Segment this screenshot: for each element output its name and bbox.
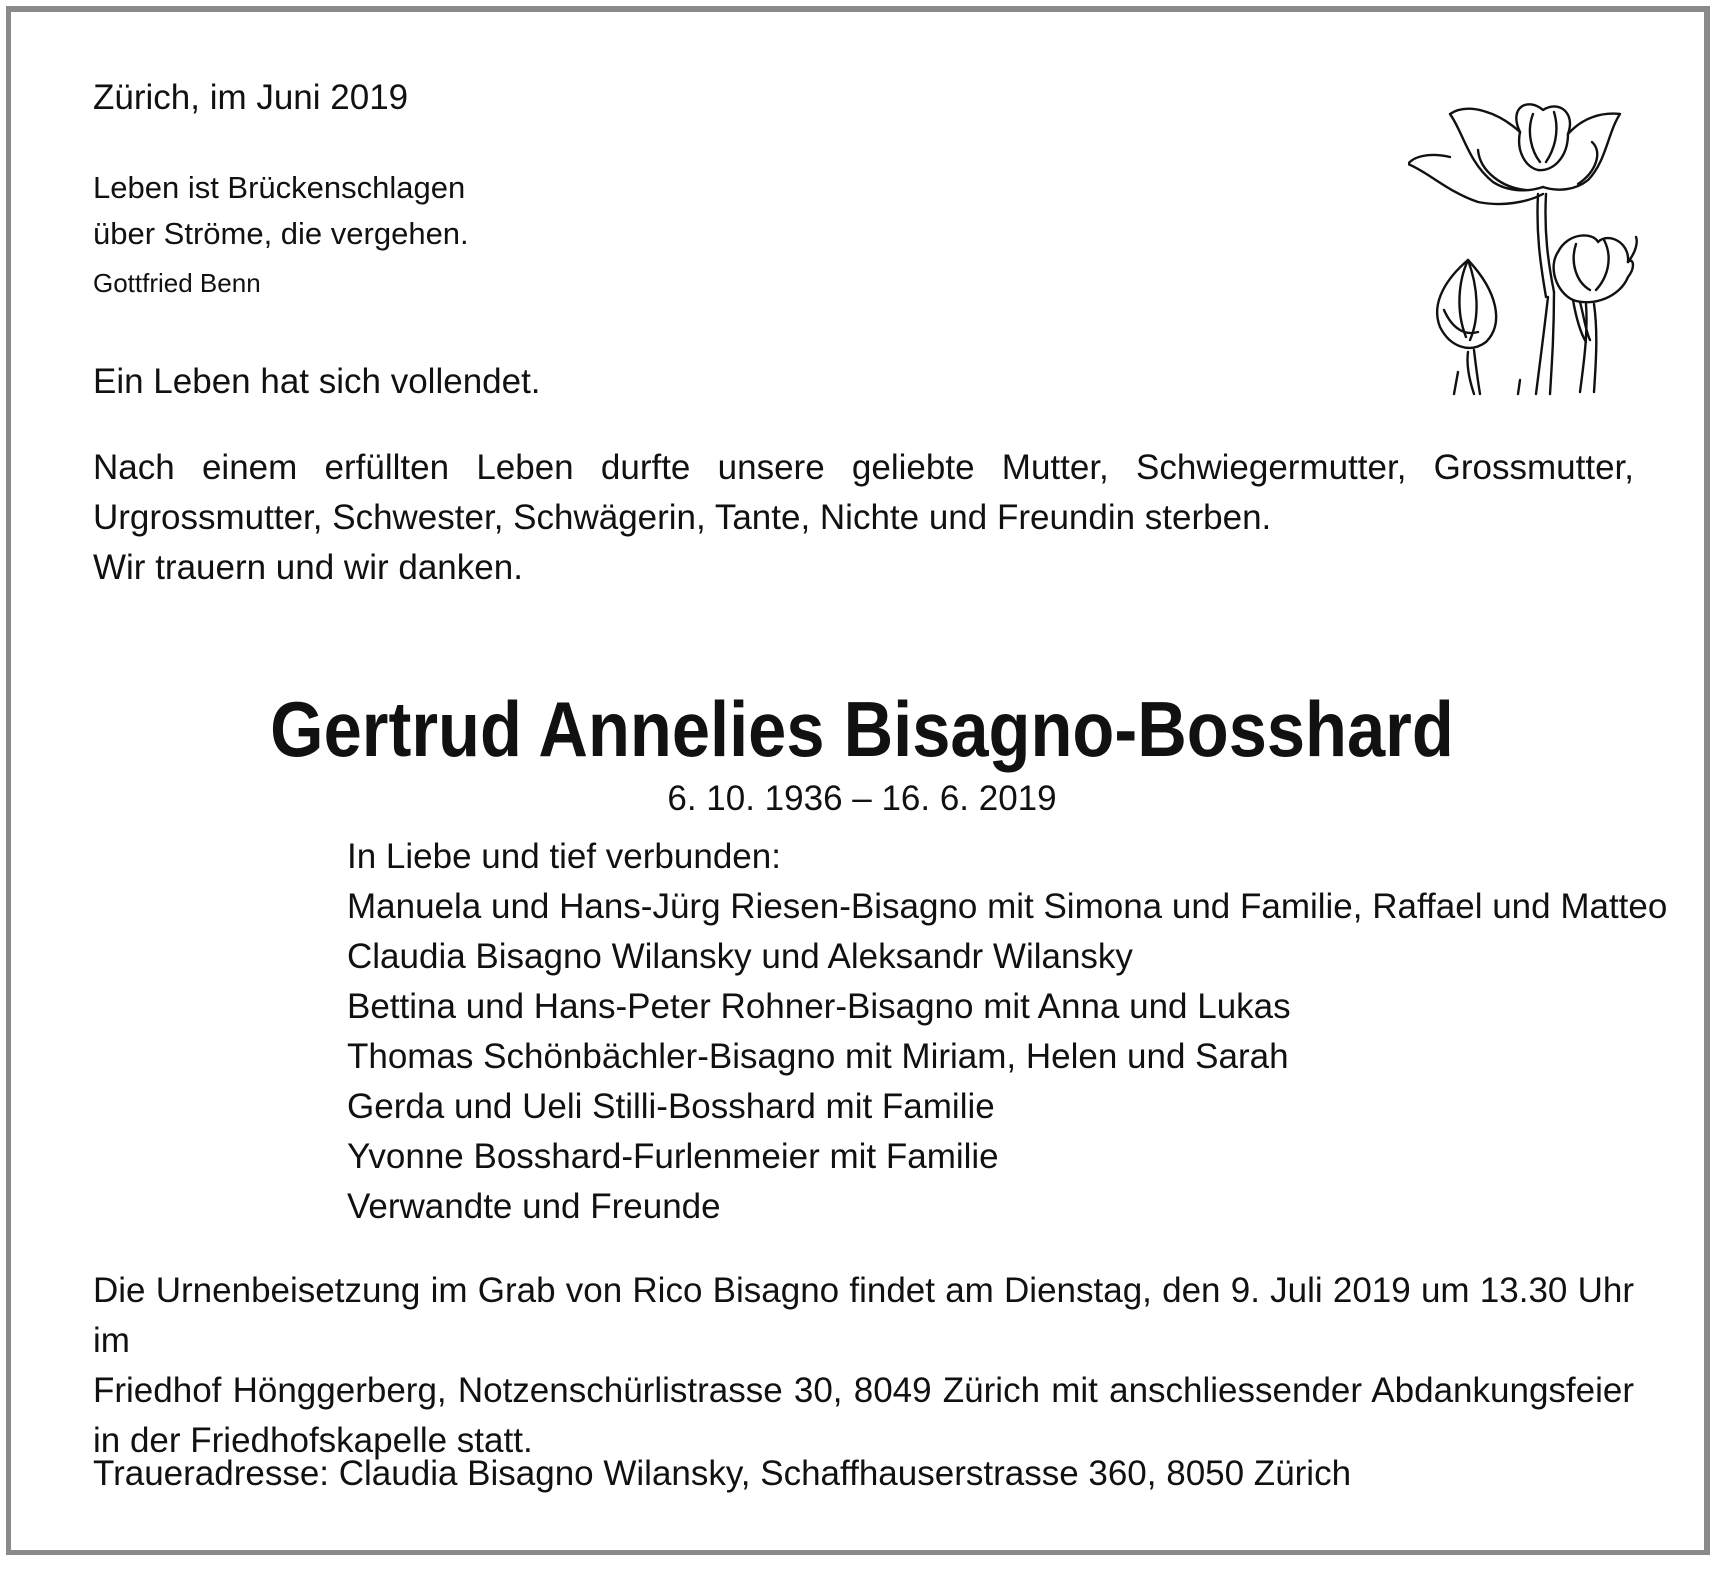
deceased-name: Gertrud Annelies Bisagno-Bosshard: [270, 685, 1454, 774]
quote-line-2: über Ströme, die vergehen.: [93, 216, 469, 251]
family-member: Yvonne Bosshard-Furlenmeier mit Familie: [347, 1137, 999, 1176]
lotus-flower-icon: [1408, 92, 1638, 397]
mourning-address: Traueradresse: Claudia Bisagno Wilansky, Schaffhauserstrasse 360, 8050 Zürich: [93, 1454, 1352, 1493]
burial-line-3: in der Friedhofskapelle statt.: [93, 1421, 533, 1460]
burial-paragraph: [93, 1266, 1634, 1466]
announcement-line-1: Nach einem erfüllten Leben durfte unsere geliebte Mutter, Schwiegermutter, Grossmutter,: [93, 448, 1634, 487]
place-date: Zürich, im Juni 2019: [93, 78, 409, 117]
burial-line-2: Friedhof Hönggerberg, Notzenschürlistrasse 30, 8049 Zürich mit anschliessender Abdankungsfeier: [93, 1371, 1634, 1410]
family-member: Verwandte und Freunde: [347, 1187, 721, 1226]
family-list: [347, 832, 1667, 1232]
family-member: Manuela und Hans-Jürg Riesen-Bisagno mit Simona und Familie, Raffael und Matteo: [347, 887, 1668, 926]
announcement-line-2: Urgrossmutter, Schwester, Schwägerin, Tante, Nichte und Freundin sterben.: [93, 498, 1272, 537]
family-heading: In Liebe und tief verbunden:: [347, 837, 781, 876]
burial-line-1: Die Urnenbeisetzung im Grab von Rico Bisagno findet am Dienstag, den 9. Juli 2019 um 13.30 Uhr im: [93, 1271, 1634, 1360]
announcement-line-3: Wir trauern und wir danken.: [93, 548, 523, 587]
quote-author: Gottfried Benn: [93, 268, 261, 298]
family-member: Claudia Bisagno Wilansky und Aleksandr Wilansky: [347, 937, 1133, 976]
announcement-paragraph: [93, 443, 1634, 593]
quote-line-1: Leben ist Brückenschlagen: [93, 170, 466, 205]
family-member: Bettina und Hans-Peter Rohner-Bisagno mit Anna und Lukas: [347, 987, 1291, 1026]
life-dates: 6. 10. 1936 – 16. 6. 2019: [667, 779, 1057, 818]
family-member: Thomas Schönbächler-Bisagno mit Miriam, Helen und Sarah: [347, 1037, 1289, 1076]
family-member: Gerda und Ueli Stilli-Bosshard mit Familie: [347, 1087, 995, 1126]
intro-statement: Ein Leben hat sich vollendet.: [93, 362, 541, 401]
